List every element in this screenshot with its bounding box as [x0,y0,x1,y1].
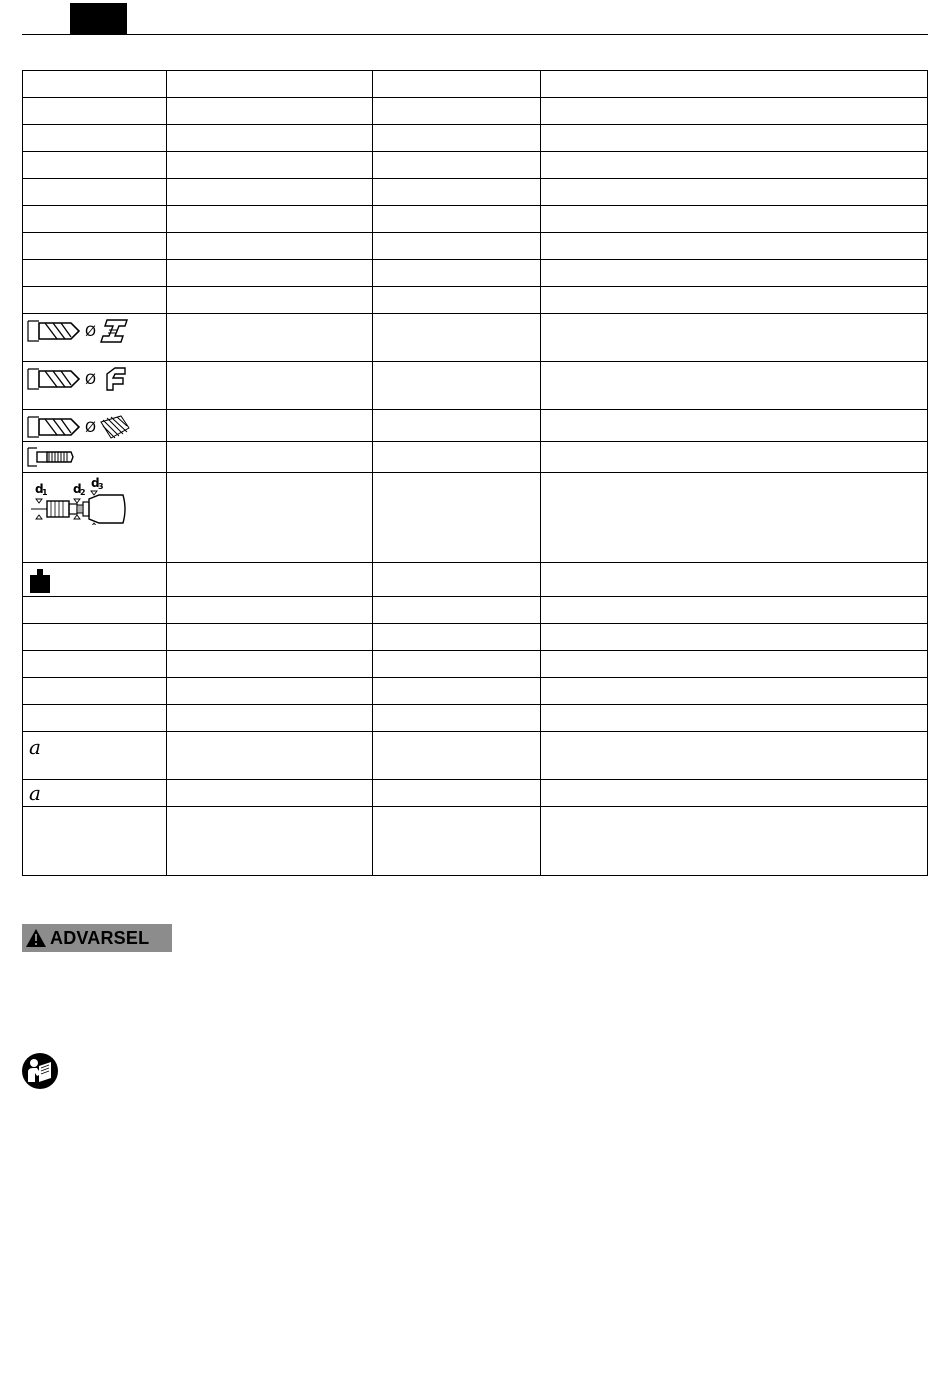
vibration-symbol-icon [27,784,53,806]
svg-text:Ø: Ø [85,420,97,436]
svg-text:1: 1 [42,488,48,497]
table-row [23,597,928,624]
drill-wood-diameter-icon [27,414,131,440]
drill-aluminium-cell [23,362,167,410]
svg-text:2: 2 [80,488,86,497]
svg-text:Ø: Ø [85,372,97,388]
svg-text:Ø: Ø [85,324,97,340]
table-row [23,780,928,807]
svg-text:d: d [35,482,44,496]
table-row [23,179,928,206]
weight-cell [23,563,167,597]
vibration-symbol-icon [27,736,53,760]
table-row [23,651,928,678]
svg-text:a: a [29,736,41,759]
table-row [23,287,928,314]
chuck-cell [23,473,167,563]
drill-wood-cell [23,410,167,442]
table-row [23,732,928,780]
table-row [23,473,928,563]
technical-data-table [22,70,928,876]
table-row [23,624,928,651]
table-row [23,314,928,362]
table-row [23,410,928,442]
warning-label: ADVARSEL [50,927,150,948]
table-row [23,563,928,597]
svg-text:d: d [73,482,82,496]
weight-icon [27,567,53,595]
header-page-tab [70,3,127,35]
table-row [23,362,928,410]
chuck-diameter-icon [27,477,131,525]
table-row [23,233,928,260]
warning-triangle-icon [25,928,47,948]
drill-aluminium-diameter-icon [27,366,131,392]
thread-cell [23,442,167,473]
read-manual-icon [21,1052,59,1090]
table-row [23,98,928,125]
table-row [23,807,928,876]
table-row [23,678,928,705]
header-rule [22,34,928,35]
vibration-cell-2 [23,780,167,807]
vibration-cell-1 [23,732,167,780]
warning-badge [22,924,172,952]
table-row [23,152,928,179]
svg-text:d: d [91,477,100,490]
drill-steel-cell [23,314,167,362]
thread-tap-icon [27,446,87,468]
table-row [23,206,928,233]
drill-steel-diameter-icon [27,318,131,344]
table-row [23,125,928,152]
table-row [23,442,928,473]
table-row [23,705,928,732]
svg-text:3: 3 [98,482,104,491]
table-row [23,71,928,98]
svg-text:a: a [29,784,41,805]
table-row [23,260,928,287]
